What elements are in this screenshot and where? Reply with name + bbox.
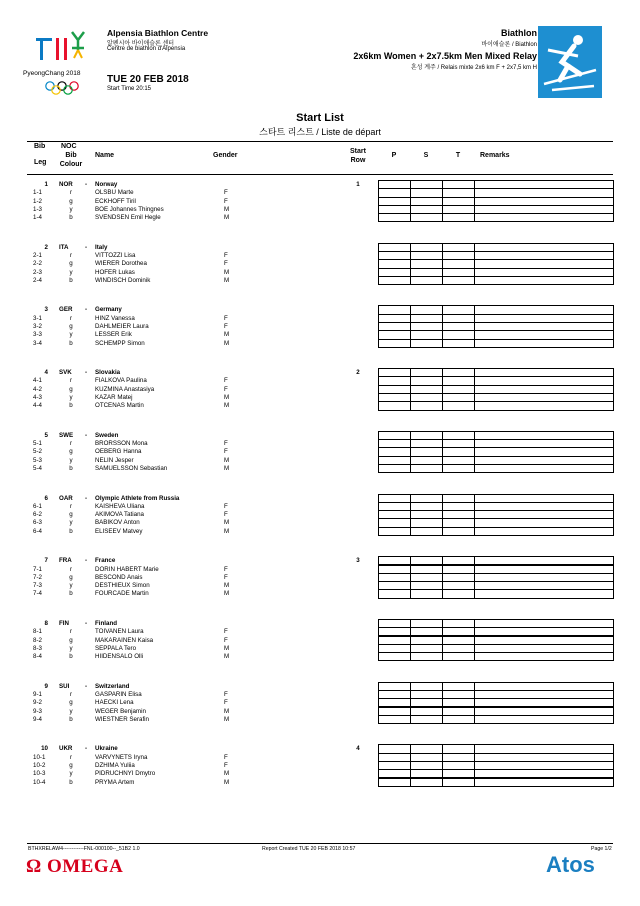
team-separator: - (85, 745, 88, 753)
col-gender: Gender (213, 152, 238, 159)
team-separator: - (85, 494, 88, 502)
team-bib: 9 (44, 682, 48, 690)
team-country: Ukraine (95, 745, 118, 753)
athlete-gender: M (224, 268, 230, 276)
athlete-name: HOFER Lukas (95, 268, 135, 276)
result-cell (474, 778, 614, 787)
team-country: Slovakia (95, 369, 121, 377)
athlete-leg: 10-4 (33, 778, 46, 786)
athlete-leg: 7-3 (33, 582, 42, 590)
athlete-name: NELIN Jesper (95, 456, 134, 464)
team-bib: 4 (44, 369, 48, 377)
result-cell (410, 589, 443, 598)
athlete-leg: 1-4 (33, 214, 42, 222)
athlete-gender: F (224, 636, 228, 644)
athlete-bib-colour: g (69, 511, 73, 519)
result-cell (442, 778, 475, 787)
athlete-leg: 4-3 (33, 394, 42, 401)
athlete-gender: F (224, 189, 228, 197)
omega-logo: Ω OMEGA (26, 856, 124, 877)
result-cell (410, 464, 443, 473)
result-cell (442, 652, 475, 661)
col-s: S (423, 152, 429, 159)
athlete-bib-colour: r (69, 690, 73, 698)
result-cell (410, 527, 443, 536)
athlete-gender: F (224, 260, 228, 268)
athlete-leg: 10-2 (33, 761, 46, 769)
athlete-bib-colour: g (69, 699, 73, 707)
athlete-leg: 2-3 (33, 268, 42, 276)
team-separator: - (85, 431, 88, 439)
athlete-leg: 4-2 (33, 385, 42, 393)
athlete-name: HINZ Vanessa (95, 314, 135, 322)
team-start-row: 4 (356, 745, 360, 753)
team-separator: - (85, 243, 88, 251)
athlete-leg: 2-4 (33, 276, 42, 284)
page-title: Start List (296, 112, 344, 124)
athlete-gender: F (224, 753, 228, 761)
result-cell (378, 401, 411, 410)
athlete-bib-colour: b (69, 276, 73, 284)
athlete-name: WINDISCH Dominik (95, 276, 151, 284)
result-cell (442, 213, 475, 222)
athlete-name: DESTHIEUX Simon (95, 582, 150, 590)
col-remarks: Remarks (480, 152, 510, 159)
athlete-bib-colour: g (69, 385, 73, 393)
athlete-name: VARVYNETS Iryna (95, 753, 148, 761)
athlete-bib-colour: g (69, 448, 73, 456)
team-country: Finland (95, 619, 117, 627)
athlete-gender: M (224, 715, 230, 723)
athlete-gender: M (224, 770, 230, 778)
athlete-bib-colour: b (69, 715, 73, 723)
team-country: Norway (95, 181, 118, 188)
athlete-gender: F (224, 440, 228, 448)
athlete-leg: 3-1 (33, 314, 42, 322)
athlete-bib-colour: b (69, 339, 73, 347)
athlete-gender: M (224, 653, 230, 661)
result-cell (442, 464, 475, 473)
athlete-leg: 6-3 (33, 519, 42, 527)
athlete-name: KUZMINA Anastasiya (95, 385, 155, 393)
team-bib: 5 (44, 431, 48, 439)
athlete-bib-colour: g (69, 573, 73, 581)
athlete-leg: 9-4 (33, 715, 42, 723)
result-cell (442, 339, 475, 348)
athlete-bib-colour: b (69, 214, 73, 222)
athlete-bib-colour: r (69, 628, 73, 636)
athlete-name: SEPPALA Tero (95, 644, 137, 652)
athlete-leg: 3-2 (33, 323, 42, 330)
athlete-name: KAZAR Matej (95, 394, 133, 401)
athlete-name: BABIKOV Anton (95, 519, 140, 527)
col-leg: Leg (34, 159, 47, 166)
result-cell (474, 652, 614, 661)
result-cell (378, 339, 411, 348)
team-noc: SVK (59, 369, 72, 377)
athlete-gender: M (224, 590, 230, 598)
games-name: PyeongChang 2018 (23, 70, 81, 77)
team-country: France (95, 557, 116, 565)
athlete-leg: 9-2 (33, 699, 42, 707)
athlete-name: SCHEMPP Simon (95, 339, 145, 347)
col-t: T (455, 152, 461, 159)
result-cell (410, 652, 443, 661)
athlete-gender: M (224, 465, 230, 472)
result-cell (378, 213, 411, 222)
athlete-name: OTCENAS Martin (95, 402, 144, 410)
athlete-name: KAISHEVA Uliana (95, 502, 145, 510)
athlete-gender: F (224, 511, 228, 519)
athlete-name: BESCOND Anais (95, 573, 143, 581)
event-name-translations: 혼성 계주 / Relais mixte 2x6 km F + 2x7,5 km H (410, 65, 537, 71)
result-cell (442, 276, 475, 285)
athlete-bib-colour: b (69, 527, 73, 535)
start-time: Start Time 20:15 (107, 86, 152, 92)
athlete-gender: F (224, 565, 228, 573)
athlete-bib-colour: b (69, 402, 73, 410)
athlete-bib-colour: g (69, 761, 73, 769)
athlete-gender: M (224, 707, 230, 715)
athlete-leg: 10-3 (33, 770, 46, 778)
result-cell (378, 778, 411, 787)
team-noc: ITA (59, 243, 69, 251)
team-bib: 7 (44, 557, 48, 565)
team-noc: OAR (59, 494, 73, 502)
athlete-leg: 8-2 (33, 636, 42, 644)
result-cell (442, 589, 475, 598)
team-bib: 3 (44, 306, 48, 314)
athlete-gender: F (224, 377, 228, 385)
athlete-gender: F (224, 323, 228, 330)
athlete-name: WIERER Dorothea (95, 260, 147, 268)
athlete-bib-colour: r (69, 189, 73, 197)
athlete-bib-colour: b (69, 590, 73, 598)
athlete-gender: M (224, 402, 230, 410)
athlete-bib-colour: r (69, 252, 73, 259)
athlete-gender: M (224, 778, 230, 786)
athlete-leg: 1-2 (33, 197, 42, 205)
athlete-leg: 3-3 (33, 331, 42, 339)
team-separator: - (85, 181, 88, 188)
footer-report-created: Report Created TUE 20 FEB 2018 10:57 (262, 846, 356, 852)
athlete-gender: F (224, 252, 228, 259)
athlete-gender: M (224, 205, 230, 213)
athlete-gender: F (224, 385, 228, 393)
athlete-name: FIALKOVA Paulina (95, 377, 147, 385)
venue-name-french: Centre de biathlon d'Alpensia (107, 46, 186, 52)
athlete-leg: 9-3 (33, 707, 42, 715)
result-cell (442, 715, 475, 724)
col-bib-colour-2: Colour (59, 161, 83, 168)
athlete-leg: 7-4 (33, 590, 42, 598)
col-bib-colour-1: Bib (65, 152, 77, 159)
athlete-name: SAMUELSSON Sebastian (95, 465, 168, 472)
result-cell (378, 276, 411, 285)
athlete-bib-colour: y (69, 268, 73, 276)
discipline-korean: 바이애슬론 / Biathlon (481, 42, 537, 48)
athlete-leg: 4-1 (33, 377, 42, 385)
result-cell (410, 276, 443, 285)
result-cell (474, 213, 614, 222)
athlete-bib-colour: y (69, 519, 73, 527)
team-bib: 10 (41, 745, 48, 753)
athlete-gender: M (224, 456, 230, 464)
athlete-name: PRYMA Artem (95, 778, 135, 786)
result-cell (410, 715, 443, 724)
athlete-gender: F (224, 197, 228, 205)
athlete-name: WEGER Benjamin (95, 707, 146, 715)
athlete-leg: 5-1 (33, 440, 42, 448)
athlete-leg: 9-1 (33, 690, 42, 698)
team-separator: - (85, 557, 88, 565)
event-name: 2x6km Women + 2x7.5km Men Mixed Relay (353, 51, 537, 61)
discipline: Biathlon (501, 28, 537, 38)
athlete-bib-colour: y (69, 582, 73, 590)
result-cell (410, 401, 443, 410)
team-bib: 8 (44, 619, 48, 627)
team-noc: UKR (59, 745, 73, 753)
page-subtitle: 스타트 리스트 / Liste de départ (259, 127, 381, 137)
athlete-name: OEBERG Hanna (95, 448, 142, 456)
athlete-bib-colour: r (69, 314, 73, 322)
athlete-gender: M (224, 644, 230, 652)
col-name: Name (95, 152, 115, 159)
team-noc: FRA (59, 557, 72, 565)
athlete-bib-colour: y (69, 456, 73, 464)
athlete-bib-colour: r (69, 565, 73, 573)
result-cell (474, 715, 614, 724)
team-bib: 1 (44, 181, 48, 188)
athlete-leg: 10-1 (33, 753, 46, 761)
athlete-gender: F (224, 314, 228, 322)
athlete-name: MAKARAINEN Kaisa (95, 636, 154, 644)
team-noc: NOR (59, 181, 73, 188)
athlete-name: LESSER Erik (95, 331, 132, 339)
athlete-gender: F (224, 690, 228, 698)
result-cell (410, 213, 443, 222)
athlete-bib-colour: g (69, 260, 73, 268)
athlete-name: FOURCADE Martin (95, 590, 149, 598)
result-cell (442, 401, 475, 410)
team-separator: - (85, 369, 88, 377)
venue-name: Alpensia Biathlon Centre (107, 28, 209, 38)
athlete-name: VITTOZZI Lisa (95, 252, 136, 259)
athlete-gender: M (224, 582, 230, 590)
col-p: P (391, 152, 397, 159)
athlete-leg: 5-2 (33, 448, 42, 456)
athlete-name: DAHLMEIER Laura (95, 323, 149, 330)
athlete-name: BOE Johannes Thingnes (95, 205, 164, 213)
athlete-leg: 8-4 (33, 653, 42, 661)
athlete-bib-colour: r (69, 753, 73, 761)
athlete-leg: 8-1 (33, 628, 42, 636)
athlete-bib-colour: y (69, 707, 73, 715)
team-bib: 2 (44, 243, 48, 251)
athlete-leg: 6-4 (33, 527, 42, 535)
footer-code: BTHXRELAW4------------FNL-000100--_51B2 1.0 (28, 846, 140, 852)
athlete-gender: F (224, 502, 228, 510)
athlete-leg: 4-4 (33, 402, 42, 410)
athlete-bib-colour: y (69, 394, 73, 401)
athlete-name: SVENDSEN Emil Hegle (95, 214, 161, 222)
event-date: TUE 20 FEB 2018 (107, 74, 189, 85)
team-country: Sweden (95, 431, 119, 439)
col-bib: Bib (34, 143, 46, 150)
team-bib: 6 (44, 494, 48, 502)
athlete-gender: F (224, 761, 228, 769)
result-cell (474, 589, 614, 598)
athlete-name: OLSBU Marte (95, 189, 134, 197)
result-cell (378, 652, 411, 661)
team-separator: - (85, 682, 88, 690)
athlete-gender: M (224, 394, 230, 401)
athlete-gender: M (224, 527, 230, 535)
result-cell (410, 778, 443, 787)
athlete-bib-colour: y (69, 770, 73, 778)
result-cell (378, 527, 411, 536)
team-noc: SWE (59, 431, 74, 439)
team-start-row: 2 (356, 369, 360, 377)
col-start-row-1: Start (350, 148, 366, 155)
col-noc: NOC (61, 143, 77, 150)
athlete-name: HIIDENSALO Olli (95, 653, 144, 661)
venue-name-korean: 알펜시아 바이애슬론 센터 (107, 41, 175, 47)
athlete-bib-colour: b (69, 465, 73, 472)
athlete-leg: 1-1 (33, 189, 42, 197)
athlete-leg: 5-4 (33, 465, 42, 472)
team-noc: SUI (59, 682, 70, 690)
result-cell (474, 339, 614, 348)
athlete-leg: 2-1 (33, 252, 42, 259)
athlete-bib-colour: r (69, 377, 73, 385)
athlete-bib-colour: r (69, 440, 73, 448)
athlete-gender: F (224, 699, 228, 707)
athlete-leg: 6-1 (33, 502, 42, 510)
result-cell (442, 527, 475, 536)
athlete-name: DZHIMA Yuliia (95, 761, 135, 769)
team-noc: FIN (59, 619, 69, 627)
athlete-name: BRORSSON Mona (95, 440, 148, 448)
athlete-leg: 6-2 (33, 511, 42, 519)
athlete-name: WIESTNER Serafin (95, 715, 149, 723)
team-start-row: 1 (356, 181, 360, 188)
athlete-leg: 2-2 (33, 260, 42, 268)
athlete-bib-colour: b (69, 778, 73, 786)
result-cell (474, 527, 614, 536)
footer-rule (27, 843, 613, 844)
athlete-bib-colour: g (69, 636, 73, 644)
athlete-leg: 8-3 (33, 644, 42, 652)
athlete-gender: F (224, 628, 228, 636)
athlete-gender: F (224, 573, 228, 581)
team-separator: - (85, 619, 88, 627)
team-start-row: 3 (356, 557, 360, 565)
result-cell (378, 715, 411, 724)
atos-logo: Atos (546, 852, 595, 877)
team-country: Switzerland (95, 682, 130, 690)
athlete-gender: M (224, 214, 230, 222)
athlete-leg: 7-2 (33, 573, 42, 581)
athlete-bib-colour: b (69, 653, 73, 661)
team-country: Italy (95, 243, 108, 251)
athlete-bib-colour: g (69, 197, 73, 205)
athlete-name: AKIMOVA Tatiana (95, 511, 144, 519)
col-start-row-2: Row (350, 157, 366, 164)
athlete-gender: M (224, 276, 230, 284)
athlete-gender: M (224, 331, 230, 339)
result-cell (378, 589, 411, 598)
athlete-name: TOIVANEN Laura (95, 628, 144, 636)
athlete-leg: 3-4 (33, 339, 42, 347)
athlete-gender: M (224, 519, 230, 527)
athlete-name: ELISEEV Matvey (95, 527, 143, 535)
athlete-leg: 7-1 (33, 565, 42, 573)
athlete-gender: M (224, 339, 230, 347)
athlete-leg: 5-3 (33, 456, 42, 464)
athlete-bib-colour: r (69, 502, 73, 510)
athlete-name: DORIN HABERT Marie (95, 565, 159, 573)
athlete-bib-colour: y (69, 205, 73, 213)
athlete-bib-colour: y (69, 644, 73, 652)
athlete-name: PIDRUCHNYI Dmytro (95, 770, 156, 778)
athlete-bib-colour: y (69, 331, 73, 339)
athlete-leg: 1-3 (33, 205, 42, 213)
athlete-gender: F (224, 448, 228, 456)
result-cell (378, 464, 411, 473)
result-cell (474, 401, 614, 410)
athlete-bib-colour: g (69, 323, 73, 330)
athlete-name: ECKHOFF Tiril (95, 197, 136, 205)
athlete-name: GASPARIN Elisa (95, 690, 142, 698)
footer-page: Page 1/2 (591, 846, 612, 852)
team-noc: GER (59, 306, 73, 314)
result-cell (410, 339, 443, 348)
team-country: Germany (95, 306, 122, 314)
result-cell (474, 464, 614, 473)
team-separator: - (85, 306, 88, 314)
athlete-name: HAECKI Lena (95, 699, 134, 707)
team-country: Olympic Athlete from Russia (95, 494, 180, 502)
result-cell (474, 276, 614, 285)
